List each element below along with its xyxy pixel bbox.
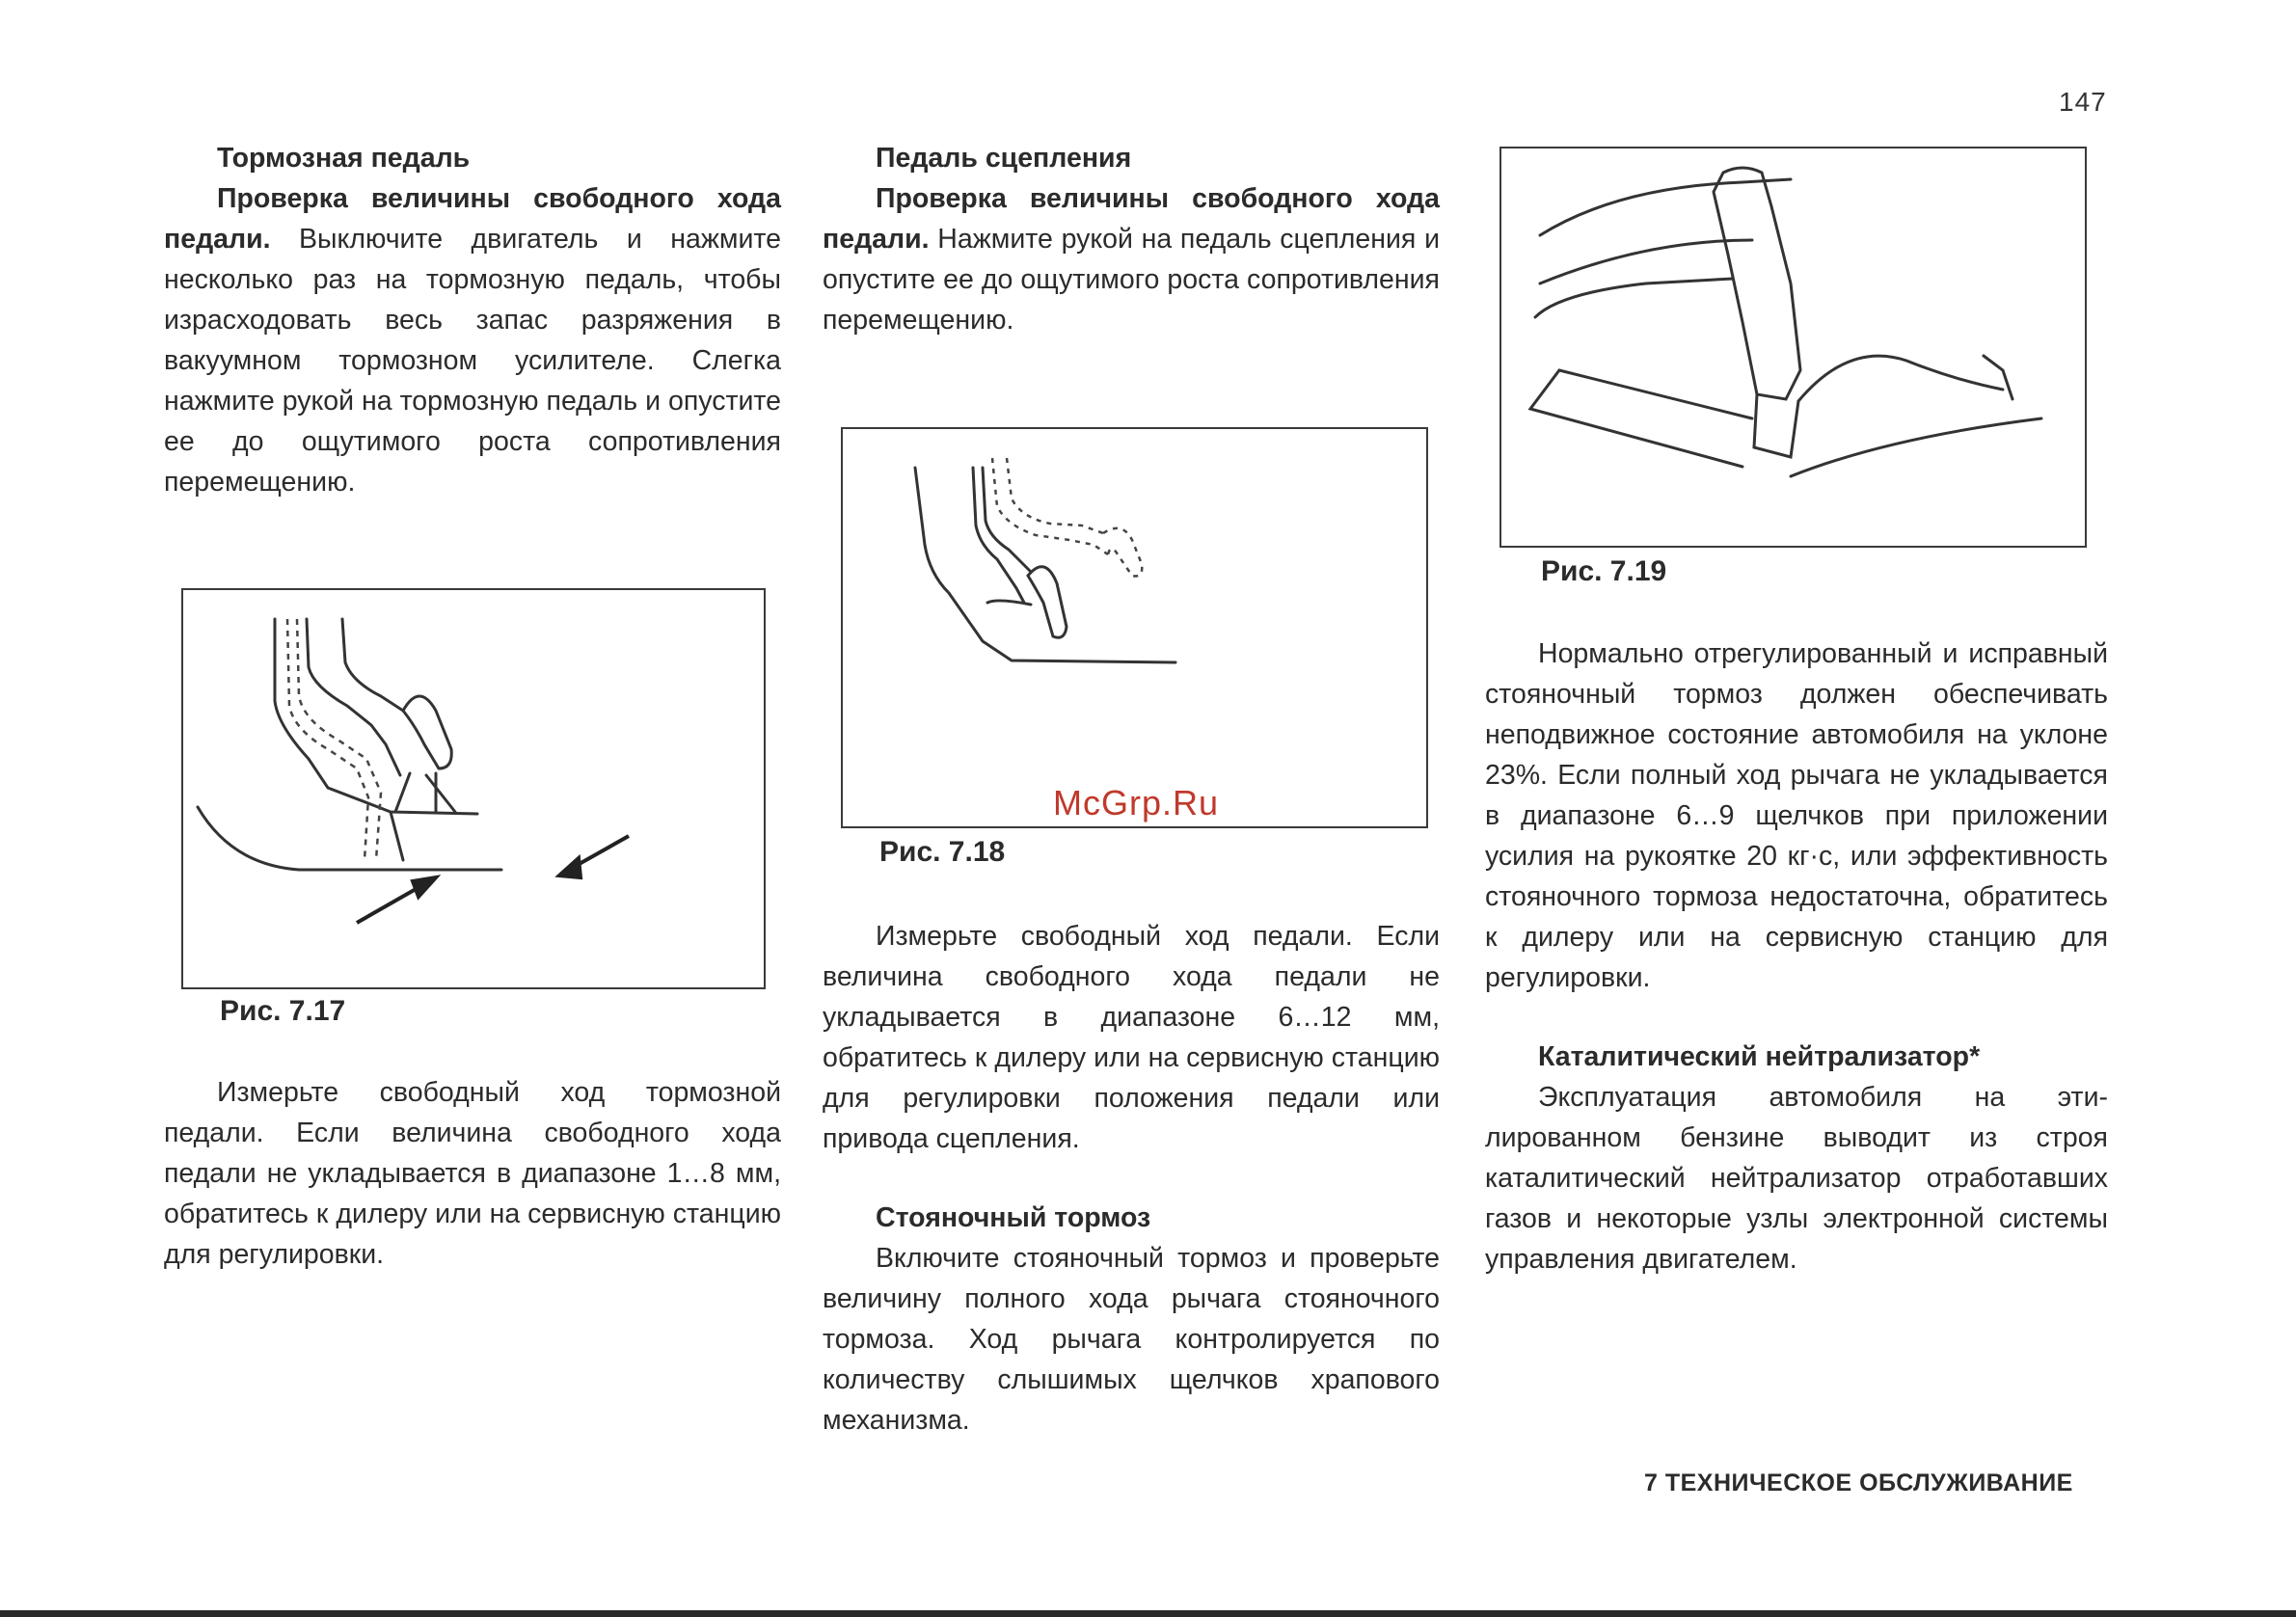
section-heading-parking-brake: Стояночный тормоз (876, 1202, 1151, 1233)
lead-text: Проверка величины свободного хода педали. (164, 183, 781, 255)
figure-7-18 (841, 427, 1428, 828)
column-brake-pedal-continued (164, 1072, 781, 1275)
watermark: McGrp.Ru (1053, 783, 1220, 822)
paragraph-catalytic-converter: Эксплуатация автомобиля на этилированном бензине выводит из строя каталитический нейтрализатор отработавших газов и некоторые узлы электронной системы управления двигателем. (1485, 1082, 2108, 1275)
column-clutch-pedal-continued (823, 916, 1440, 1441)
section-heading-catalytic-converter: Каталитический нейтрализатор* (1538, 1041, 1981, 1072)
paragraph-parking-brake-spec: Нормально отрегулированный и исправный стояночный тормоз должен обеспечивать неподвижное состояние автомобиля на уклоне 23%. Если полный ход рычага не укладывается в диапазоне 6…9 щелчков при приложении усилия на рукоятке 20 кг·с, или эффективность стояночного тормоза недостаточна, обратитесь к дилеру или на сервисную станцию для регулировки. (1485, 638, 2108, 993)
parking-brake-lever-illustration (1501, 148, 2085, 546)
figure-caption-7-17: Рис. 7.17 (220, 995, 346, 1027)
figure-7-17 (181, 588, 766, 989)
lead-text: Проверка величины свободного хода педали. (823, 183, 1440, 255)
paragraph-clutch-check (823, 178, 1440, 340)
section-heading-brake-pedal: Тормозная педаль (217, 143, 471, 174)
paragraph-brake-check (164, 178, 781, 502)
figure-7-19 (1499, 147, 2087, 548)
paragraph-parking-brake-check: Включите стояночный тормоз и проверьте величину полного хода рычага стояночного тормоза. Ход рычага контролируется по количеству слышимых щелчков храпового механизма. (823, 1243, 1440, 1436)
section-heading-clutch-pedal: Педаль сцепления (876, 143, 1132, 174)
figure-caption-7-19: Рис. 7.19 (1541, 555, 1667, 587)
brake-pedal-illustration (183, 590, 764, 987)
paragraph-brake-free-play: Измерьте свободный ход тормозной педали. Если величина свободного хода педали не укладывается в диапазоне 1…8 мм, обратитесь к дилеру или на сервисную станцию для регулировки. (164, 1077, 781, 1270)
paragraph-clutch-free-play: Измерьте свободный ход педали. Если величина свободного хода педали не укладывается в диапазоне 6…12 мм, обратитесь к дилеру или на сервисную станцию для регулировки положения педали или привода сцепления. (823, 921, 1440, 1154)
bottom-divider (0, 1610, 2296, 1617)
body-text: Выключите двигатель и нажмите несколько раз на тормозную педаль, чтобы израсходовать весь запас разряжения в вакуумном тормозном усилителе. Слегка нажмите рукой на тормозную педаль и опустите ее до ощутимого роста сопротивления перемещению. (164, 224, 781, 498)
body-text: Нажмите рукой на педаль сцепления и опустите ее до ощутимого роста сопротивления перемещению. (823, 224, 1440, 336)
page-footer: 7 ТЕХНИЧЕСКОЕ ОБСЛУЖИВАНИЕ (1644, 1469, 2073, 1496)
column-clutch-pedal (823, 138, 1440, 340)
column-brake-pedal (164, 138, 781, 502)
figure-caption-7-18: Рис. 7.18 (879, 836, 1006, 868)
clutch-pedal-illustration (843, 429, 1426, 826)
page-number: 147 (2059, 87, 2107, 117)
column-parking-brake (1485, 633, 2108, 1280)
